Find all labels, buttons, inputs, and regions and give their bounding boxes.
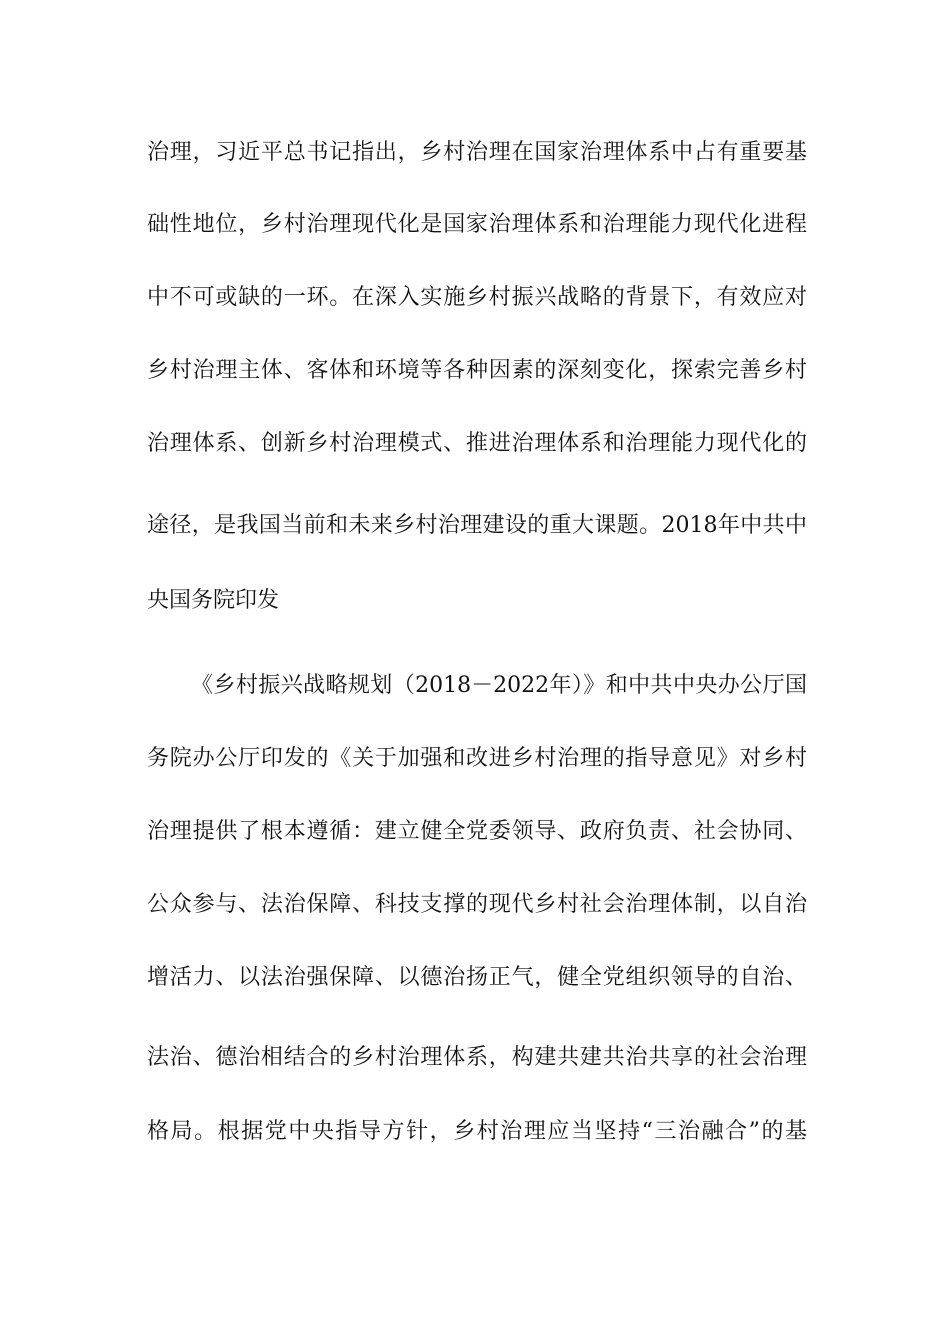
text-line: 础性地位，乡村治理现代化是国家治理体系和治理能力现代化进程	[147, 212, 807, 237]
text-line: 中不可或缺的一环。在深入实施乡村振兴战略的背景下，有效应对	[147, 285, 807, 310]
text-line: 公众参与、法治保障、科技支撑的现代乡村社会治理体制，以自治	[147, 892, 807, 917]
text-line: 法治、德治相结合的乡村治理体系，构建共建共治共享的社会治理	[147, 1045, 807, 1070]
text-line: 增活力、以法治强保障、以德治扬正气，健全党组织领导的自治、	[147, 965, 807, 990]
text-line: 格局。根据党中央指导方针，乡村治理应当坚持“三治融合”的基	[147, 1119, 807, 1144]
text-line: 途径，是我国当前和未来乡村治理建设的重大课题。2018年中共中	[147, 513, 807, 538]
text-line: 务院办公厅印发的《关于加强和改进乡村治理的指导意见》对乡村	[147, 746, 807, 771]
text-line: 乡村治理主体、客体和环境等各种因素的深刻变化，探索完善乡村	[147, 358, 807, 383]
text-line: 治理提供了根本遵循：建立健全党委领导、政府负责、社会协同、	[147, 819, 807, 844]
text-line: 治理，习近平总书记指出，乡村治理在国家治理体系中占有重要基	[147, 140, 807, 165]
text-line: 央国务院印发	[147, 588, 280, 613]
text-line: 治理体系、创新乡村治理模式、推进治理体系和治理能力现代化的	[147, 431, 807, 456]
text-line: 《乡村振兴战略规划（2018－2022年）》和中共中央办公厅国	[191, 673, 807, 698]
